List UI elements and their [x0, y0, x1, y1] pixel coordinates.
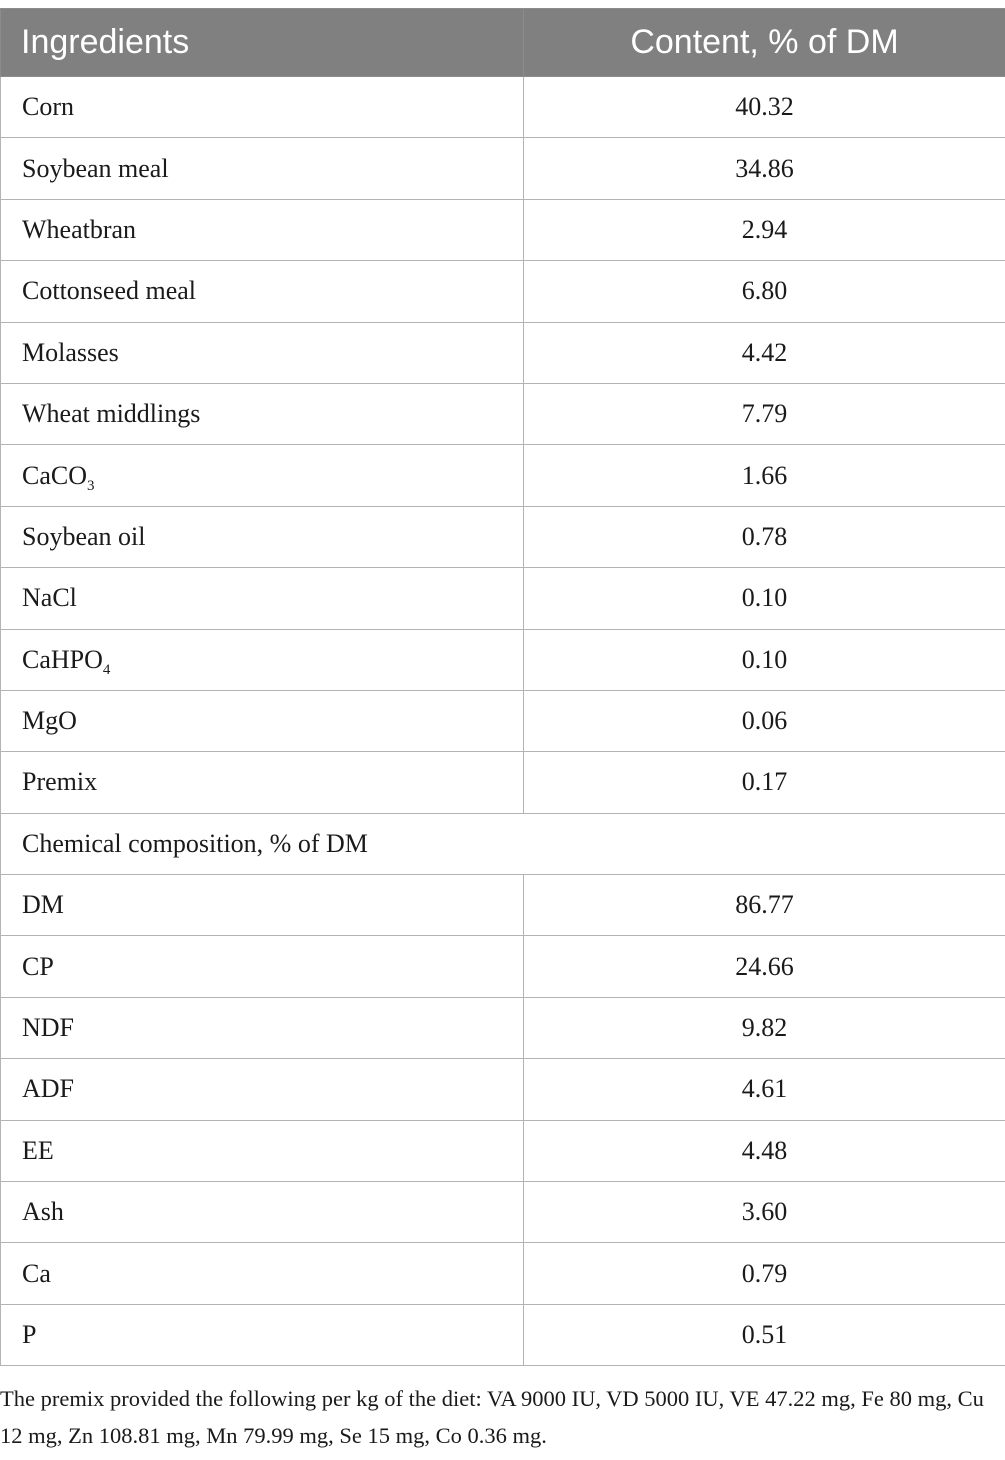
- composition-name: DM: [1, 875, 524, 936]
- ingredient-value: 40.32: [524, 77, 1005, 138]
- ingredient-name: Wheat middlings: [1, 383, 524, 444]
- table-row: [1, 445, 1005, 506]
- table-row: [1, 568, 1005, 629]
- composition-value: 3.60: [524, 1182, 1005, 1243]
- ingredient-value: 0.10: [524, 568, 1005, 629]
- ingredient-value: 6.80: [524, 261, 1005, 322]
- table-row: [1, 77, 1005, 138]
- table-row: [1, 690, 1005, 751]
- table-row: [1, 1120, 1005, 1181]
- composition-name: Ca: [1, 1243, 524, 1304]
- ingredient-name: Soybean meal: [1, 138, 524, 199]
- table-row: [1, 1304, 1005, 1365]
- table-row: [1, 1243, 1005, 1304]
- ingredient-name: Cottonseed meal: [1, 261, 524, 322]
- composition-value: 86.77: [524, 875, 1005, 936]
- table-row: [1, 752, 1005, 813]
- table-row: [1, 261, 1005, 322]
- diet-composition-table: [0, 8, 1005, 1366]
- table-row: [1, 875, 1005, 936]
- ingredient-value: 0.78: [524, 506, 1005, 567]
- table-row: [1, 629, 1005, 690]
- ingredient-value: 34.86: [524, 138, 1005, 199]
- table-row: [1, 506, 1005, 567]
- ingredient-name: Soybean oil: [1, 506, 524, 567]
- composition-value: 24.66: [524, 936, 1005, 997]
- table-row: [1, 997, 1005, 1058]
- subscript: 4: [102, 661, 111, 678]
- header-ingredients: Ingredients: [1, 9, 524, 77]
- ingredient-value: 7.79: [524, 383, 1005, 444]
- ingredient-name: CaHPO$_4$: [1, 629, 524, 690]
- table-header-row: [1, 9, 1005, 77]
- ingredient-name: Molasses: [1, 322, 524, 383]
- ingredient-value: 1.66: [524, 445, 1005, 506]
- ingredient-name: CaCO$_3$: [1, 445, 524, 506]
- composition-name: EE: [1, 1120, 524, 1181]
- ingredient-name: NaCl: [1, 568, 524, 629]
- composition-name: Ash: [1, 1182, 524, 1243]
- header-content: Content, % of DM: [524, 9, 1005, 77]
- composition-name: CP: [1, 936, 524, 997]
- table-row: [1, 1182, 1005, 1243]
- table-row: [1, 383, 1005, 444]
- composition-name: NDF: [1, 997, 524, 1058]
- table-footnote: The premix provided the following per kg of the diet: VA 9000 IU, VD 5000 IU, VE 47.22 mg, Fe 80 mg, Cu 12 mg, Zn 108.81 mg, Mn 79.99 mg, Se 15 mg, Co 0.36 mg.: [0, 1386, 984, 1448]
- section-row: [1, 813, 1005, 874]
- ingredient-value: 0.10: [524, 629, 1005, 690]
- ingredient-name: Wheatbran: [1, 199, 524, 260]
- ingredient-name: Premix: [1, 752, 524, 813]
- ingredient-value: 2.94: [524, 199, 1005, 260]
- ingredient-value: 4.42: [524, 322, 1005, 383]
- composition-value: 0.79: [524, 1243, 1005, 1304]
- table-row: [1, 199, 1005, 260]
- table-row: [1, 138, 1005, 199]
- table-row: [1, 322, 1005, 383]
- composition-value: 4.48: [524, 1120, 1005, 1181]
- section-label: Chemical composition, % of DM: [1, 813, 1005, 874]
- composition-value: 4.61: [524, 1059, 1005, 1120]
- composition-name: P: [1, 1304, 524, 1365]
- composition-value: 0.51: [524, 1304, 1005, 1365]
- ingredient-name: Corn: [1, 77, 524, 138]
- composition-value: 9.82: [524, 997, 1005, 1058]
- composition-name: ADF: [1, 1059, 524, 1120]
- table-row: [1, 936, 1005, 997]
- ingredient-value: 0.06: [524, 690, 1005, 751]
- ingredient-value: 0.17: [524, 752, 1005, 813]
- subscript: 3: [87, 477, 95, 494]
- ingredient-name: MgO: [1, 690, 524, 751]
- table-row: [1, 1059, 1005, 1120]
